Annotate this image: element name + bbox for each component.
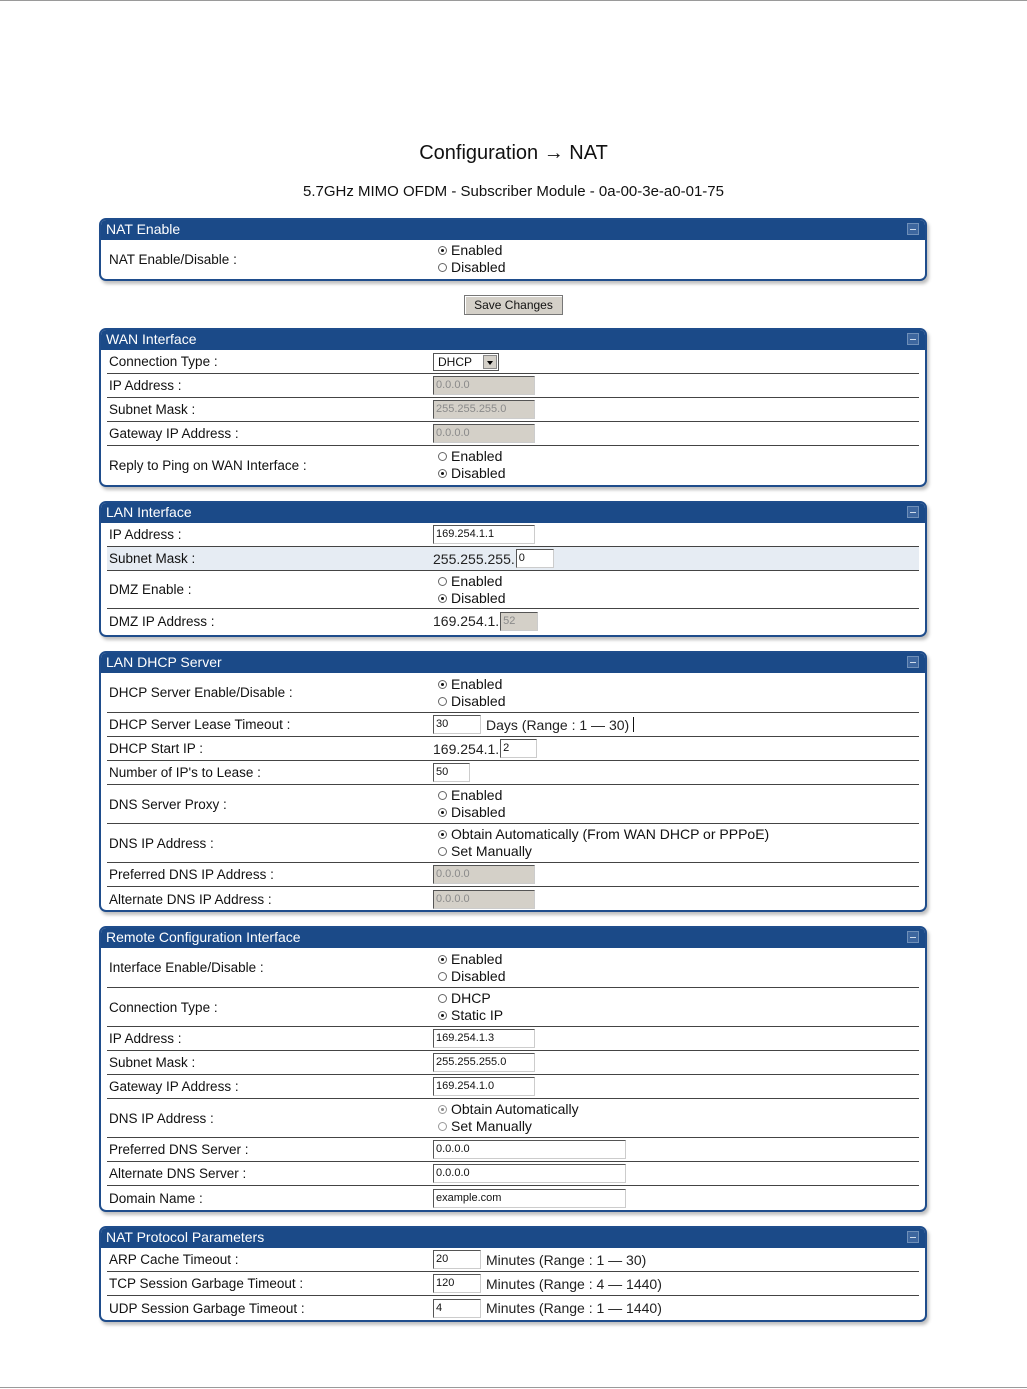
radio-group-dhcp-dns — [433, 826, 769, 860]
field-label: IP Address : — [109, 527, 182, 542]
lan-subnet-input[interactable]: 0 — [516, 549, 554, 568]
panel-lan-dhcp-server — [99, 651, 927, 912]
row-dhcp-start — [107, 737, 919, 761]
field-label: TCP Session Garbage Timeout : — [109, 1276, 304, 1291]
lease-count-input[interactable]: 50 — [433, 763, 470, 782]
radio-option[interactable]: Enabled — [433, 573, 505, 590]
field-label: Gateway IP Address : — [109, 1079, 239, 1094]
radio-option[interactable]: Disabled — [433, 804, 505, 821]
row-remote-conn — [107, 988, 919, 1027]
row-remote-ip — [107, 1027, 919, 1051]
row-dhcp-enable — [107, 673, 919, 713]
wan-ip-input: 0.0.0.0 — [433, 376, 535, 395]
domain-name-input[interactable]: example.com — [433, 1189, 626, 1208]
panel-lan-interface — [99, 501, 927, 637]
radio-group-wan-ping — [433, 448, 505, 482]
radio-button[interactable] — [438, 263, 447, 272]
panel-title: WAN Interface — [106, 331, 197, 347]
top-rule — [0, 0, 1027, 1]
radio-group-dmz — [433, 573, 505, 607]
field-label: DNS IP Address : — [109, 1110, 214, 1126]
field-label: Subnet Mask : — [109, 402, 196, 417]
lease-timeout-input[interactable]: 30 — [433, 715, 481, 734]
row-lan-ip — [107, 523, 919, 547]
row-dhcp-count — [107, 761, 919, 785]
radio-button[interactable] — [438, 452, 447, 461]
field-label: ARP Cache Timeout : — [109, 1252, 239, 1267]
range-hint: Minutes (Range : 4 — 1440) — [486, 1275, 662, 1292]
collapse-icon[interactable] — [907, 333, 919, 345]
radio-group-nat-enable — [433, 242, 505, 276]
field-label: Gateway IP Address : — [109, 426, 239, 441]
panel-header — [101, 653, 925, 673]
field-label: Reply to Ping on WAN Interface : — [109, 457, 307, 473]
remote-preferred-dns-input[interactable]: 0.0.0.0 — [433, 1140, 626, 1159]
radio-option[interactable]: Obtain Automatically — [433, 1101, 579, 1118]
row-tcp-timeout — [107, 1272, 919, 1296]
page-title: Configuration → NAT — [419, 142, 608, 164]
row-dhcp-pref-dns — [107, 863, 919, 887]
row-dmz-ip — [107, 609, 919, 633]
collapse-icon[interactable] — [907, 223, 919, 235]
remote-alternate-dns-input[interactable]: 0.0.0.0 — [433, 1164, 626, 1183]
field-label: DHCP Start IP : — [109, 741, 204, 756]
range-hint: Days (Range : 1 — 30) — [486, 716, 630, 733]
udp-timeout-input[interactable]: 4 — [433, 1299, 481, 1318]
radio-option[interactable]: Disabled — [433, 968, 505, 985]
panel-remote-config — [99, 926, 927, 1212]
row-dhcp-dns — [107, 824, 919, 863]
radio-group-remote-enable — [433, 951, 505, 985]
field-label: DMZ IP Address : — [109, 613, 215, 629]
row-remote-dns — [107, 1099, 919, 1138]
field-label: DNS Server Proxy : — [109, 796, 227, 812]
radio-button[interactable] — [438, 791, 447, 800]
panel-title: NAT Enable — [106, 221, 181, 237]
field-label: DMZ Enable : — [109, 582, 192, 597]
radio-button[interactable] — [438, 1122, 447, 1131]
radio-option[interactable]: Disabled — [433, 693, 505, 710]
radio-button[interactable] — [438, 594, 447, 603]
panel-header — [101, 1228, 925, 1248]
connection-type-select[interactable]: DHCP — [433, 353, 499, 371]
row-arp-timeout — [107, 1248, 919, 1272]
field-label: Subnet Mask : — [109, 1055, 196, 1070]
radio-group-dhcp-enable — [433, 676, 505, 710]
arp-timeout-input[interactable]: 20 — [433, 1250, 481, 1269]
collapse-icon[interactable] — [907, 656, 919, 668]
panel-nat-protocol — [99, 1226, 927, 1322]
radio-button[interactable] — [438, 469, 447, 478]
field-label: Alternate DNS IP Address : — [109, 891, 272, 907]
subnet-prefix: 255.255.255. — [433, 550, 515, 567]
field-label: Number of IP's to Lease : — [109, 765, 261, 780]
radio-option[interactable]: Enabled — [433, 787, 505, 804]
radio-button[interactable] — [438, 1105, 447, 1114]
panel-header — [101, 330, 925, 350]
page-subtitle: 5.7GHz MIMO OFDM - Subscriber Module - 0a-00-3e-a0-01-75 — [303, 183, 724, 200]
save-changes-button[interactable]: Save Changes — [464, 295, 563, 315]
radio-option[interactable]: Disabled — [433, 259, 505, 276]
panel-header — [101, 220, 925, 240]
row-wan-ip — [107, 374, 919, 398]
radio-option[interactable]: Enabled — [433, 676, 505, 693]
radio-button[interactable] — [438, 246, 447, 255]
dmz-ip-prefix: 169.254.1. — [433, 613, 500, 629]
row-wan-connection-type — [107, 350, 919, 374]
radio-option[interactable]: Disabled — [433, 465, 505, 482]
field-label: Connection Type : — [109, 999, 218, 1015]
chevron-down-icon[interactable] — [483, 355, 497, 369]
field-label: Preferred DNS Server : — [109, 1142, 249, 1157]
radio-button[interactable] — [438, 697, 447, 706]
panel-nat-enable — [99, 218, 927, 281]
panel-header — [101, 928, 925, 948]
panel-title: LAN Interface — [106, 504, 192, 520]
row-dhcp-lease — [107, 713, 919, 737]
dmz-ip-input: 52 — [500, 612, 538, 631]
radio-option[interactable]: Set Manually — [433, 843, 769, 860]
row-remote-alt-dns — [107, 1162, 919, 1186]
field-label: NAT Enable/Disable : — [109, 251, 237, 267]
range-hint: Minutes (Range : 1 — 30) — [486, 1251, 647, 1268]
field-label: Subnet Mask : — [109, 551, 196, 566]
field-label: IP Address : — [109, 378, 182, 393]
field-label: DHCP Server Lease Timeout : — [109, 717, 291, 732]
radio-option[interactable]: Disabled — [433, 590, 505, 607]
lan-ip-input[interactable]: 169.254.1.1 — [433, 525, 535, 544]
radio-group-dns-proxy — [433, 787, 505, 821]
panel-header — [101, 503, 925, 523]
row-udp-timeout — [107, 1296, 919, 1320]
collapse-icon[interactable] — [907, 1231, 919, 1243]
radio-option[interactable]: Enabled — [433, 448, 505, 465]
radio-button[interactable] — [438, 830, 447, 839]
remote-subnet-input[interactable]: 255.255.255.0 — [433, 1053, 535, 1072]
field-label: Alternate DNS Server : — [109, 1166, 247, 1181]
collapse-icon[interactable] — [907, 506, 919, 518]
row-remote-enable — [107, 948, 919, 988]
row-wan-subnet — [107, 398, 919, 422]
radio-option[interactable]: Obtain Automatically (From WAN DHCP or PPPoE) — [433, 826, 769, 843]
row-wan-ping — [107, 446, 919, 484]
remote-gateway-input[interactable]: 169.254.1.0 — [433, 1077, 535, 1096]
start-ip-input[interactable]: 2 — [500, 739, 537, 758]
radio-button[interactable] — [438, 994, 447, 1003]
field-label: DHCP Server Enable/Disable : — [109, 685, 293, 700]
wan-subnet-input: 255.255.255.0 — [433, 400, 535, 419]
radio-button[interactable] — [438, 972, 447, 981]
radio-button[interactable] — [438, 808, 447, 817]
radio-option[interactable]: Enabled — [433, 951, 505, 968]
radio-button[interactable] — [438, 847, 447, 856]
bottom-rule — [0, 1387, 1027, 1388]
radio-group-remote-dns — [433, 1101, 579, 1135]
radio-option[interactable]: Static IP — [433, 1007, 503, 1024]
row-dmz-enable — [107, 571, 919, 609]
radio-button[interactable] — [438, 680, 447, 689]
collapse-icon[interactable] — [907, 931, 919, 943]
panel-wan-interface — [99, 328, 927, 487]
panel-title: Remote Configuration Interface — [106, 929, 301, 945]
text-cursor — [633, 717, 634, 732]
field-label: DNS IP Address : — [109, 835, 214, 851]
radio-button[interactable] — [438, 577, 447, 586]
radio-button[interactable] — [438, 955, 447, 964]
field-label: Domain Name : — [109, 1190, 203, 1206]
start-ip-prefix: 169.254.1. — [433, 740, 500, 757]
radio-option[interactable]: DHCP — [433, 990, 503, 1007]
field-label: Preferred DNS IP Address : — [109, 867, 274, 882]
panel-title: LAN DHCP Server — [106, 654, 222, 670]
row-remote-subnet — [107, 1051, 919, 1075]
row-remote-domain — [107, 1186, 919, 1210]
row-lan-subnet — [107, 547, 919, 571]
preferred-dns-input: 0.0.0.0 — [433, 865, 535, 884]
radio-button[interactable] — [438, 1011, 447, 1020]
alternate-dns-input: 0.0.0.0 — [433, 890, 535, 909]
radio-option[interactable]: Enabled — [433, 242, 505, 259]
tcp-timeout-input[interactable]: 120 — [433, 1274, 481, 1293]
field-label: Connection Type : — [109, 354, 218, 369]
row-remote-pref-dns — [107, 1138, 919, 1162]
row-wan-gateway — [107, 422, 919, 446]
row-remote-gateway — [107, 1075, 919, 1099]
radio-group-remote-conn — [433, 990, 503, 1024]
row-dns-proxy — [107, 785, 919, 824]
panel-title: NAT Protocol Parameters — [106, 1229, 265, 1245]
range-hint: Minutes (Range : 1 — 1440) — [486, 1300, 662, 1316]
wan-gateway-input: 0.0.0.0 — [433, 424, 535, 443]
field-label: UDP Session Garbage Timeout : — [109, 1300, 305, 1316]
row-dhcp-alt-dns — [107, 887, 919, 911]
field-label: IP Address : — [109, 1031, 182, 1046]
field-label: Interface Enable/Disable : — [109, 960, 264, 975]
row-nat-enable — [107, 240, 919, 278]
radio-option[interactable]: Set Manually — [433, 1118, 579, 1135]
remote-ip-input[interactable]: 169.254.1.3 — [433, 1029, 535, 1048]
